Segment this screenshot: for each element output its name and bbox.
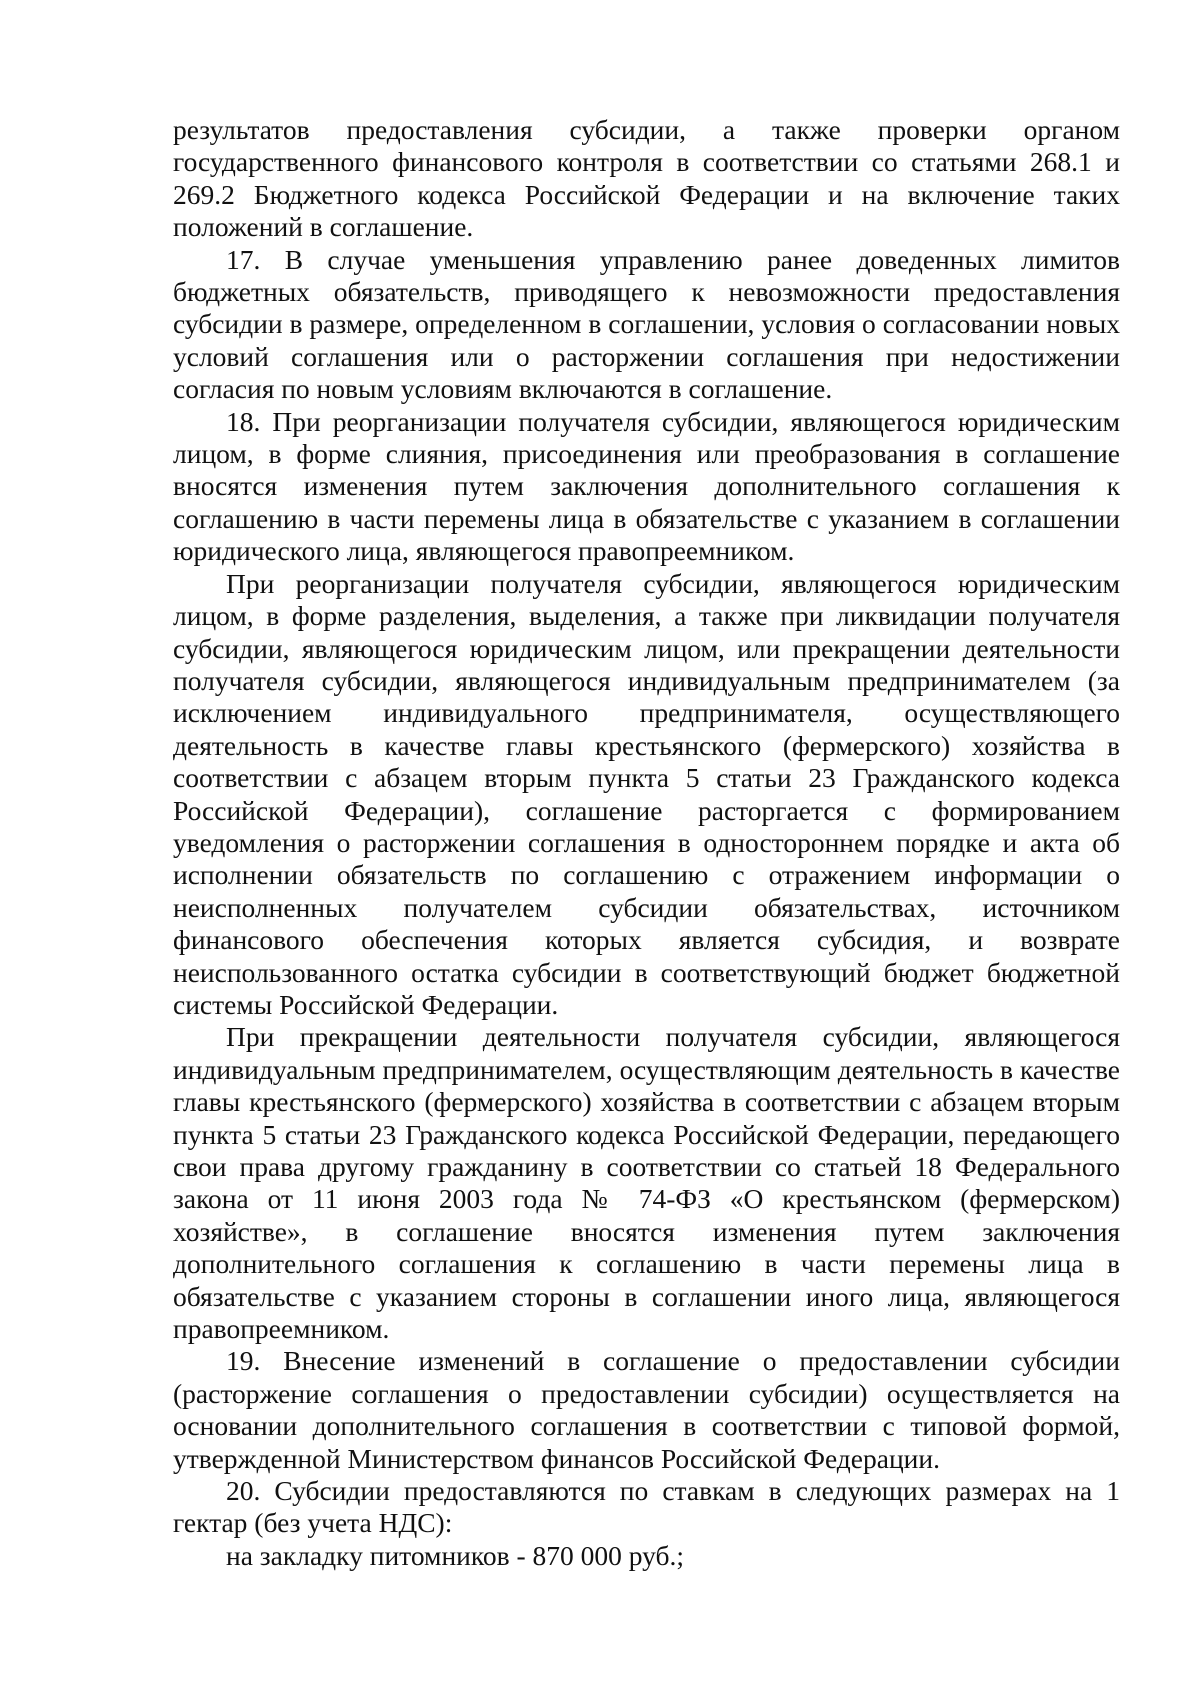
paragraph-item-18: 18. При реорганизации получателя субсидии, являющегося юридическим лицом, в форме слияния, присоединения или преобразования в соглашение вносятся изменения путем заключения дополнительного соглашения к соглашению в части перемены лица в обязательстве с указанием в соглашении юридического лица, являющегося правопреемником. <box>173 405 1120 567</box>
paragraph-rate-nurseries: на закладку питомников - 870 000 руб.; <box>226 1539 685 1571</box>
paragraph-termination: При прекращении деятельности получателя субсидии, являющегося индивидуальным предпринимателем, осуществляющим деятельность в качестве главы крестьянского (фермерского) хозяйства в соответствии с абзацем вторым пункта 5 статьи 23 Гражданского кодекса Российской Федерации, передающего свои права другому гражданину в соответствии со статьей 18 Федерального закона от 11 июня 2003 года № 74-ФЗ «О крестьянском (фермерском) хозяйстве», в соглашение вносятся изменения путем заключения дополнительного соглашения к соглашению в части перемены лица в обязательстве с указанием стороны в соглашении иного лица, являющегося правопреемником. <box>173 1021 1120 1345</box>
paragraph-reorganization: При реорганизации получателя субсидии, являющегося юридическим лицом, в форме разделения, выделения, а также при ликвидации получателя субсидии, являющегося юридическим лицом, или прекращении деятельности получателя субсидии, являющегося индивидуальным предпринимателем (за исключением индивидуального предпринимателя, осуществляющего деятельность в качестве главы крестьянского (фермерского) хозяйства в соответствии с абзацем вторым пункта 5 статьи 23 Гражданского кодекса Российской Федерации), соглашение расторгается с формированием уведомления о расторжении соглашения в одностороннем порядке и акта об исполнении обязательств по соглашению с отражением информации о неисполненных получателем субсидии обязательствах, источником финансового обеспечения которых является субсидия, и возврате неиспользованного остатка субсидии в соответствующий бюджет бюджетной системы Российской Федерации. <box>173 567 1120 1020</box>
paragraph-item-19: 19. Внесение изменений в соглашение о предоставлении субсидии (расторжение соглашения о предоставлении субсидии) осуществляется на основании дополнительного соглашения в соответствии с типовой формой, утвержденной Министерством финансов Российской Федерации. <box>173 1345 1120 1474</box>
paragraph-continuation: результатов предоставления субсидии, а также проверки органом государственного финансового контроля в соответствии со статьями 268.1 и 269.2 Бюджетного кодекса Российской Федерации и на включение таких положений в соглашение. <box>173 114 1120 243</box>
document-page <box>173 114 1120 1572</box>
paragraph-item-20: 20. Субсидии предоставляются по ставкам в следующих размерах на 1 гектар (без учета НДС): <box>173 1475 1120 1539</box>
paragraph-item-17: 17. В случае уменьшения управлению ранее доведенных лимитов бюджетных обязательств, приводящего к невозможности предоставления субсидии в размере, определенном в соглашении, условия о согласовании новых условий соглашения или о расторжении соглашения при недостижении согласия по новым условиям включаются в соглашение. <box>173 243 1120 405</box>
